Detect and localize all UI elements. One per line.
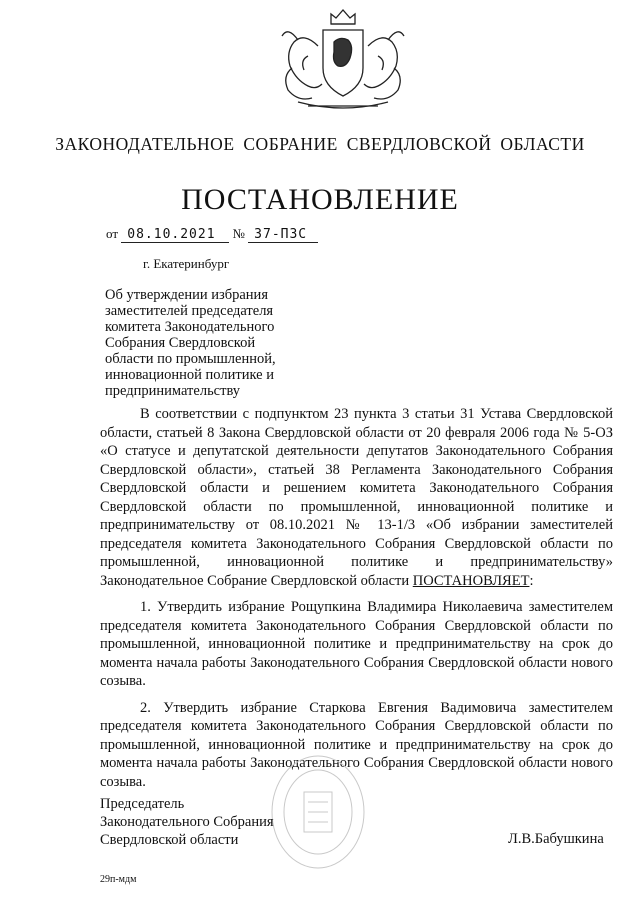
preamble-paragraph [100,405,613,590]
position-line-2: Законодательного Собрания [100,814,274,830]
footer-code: 29п-мдм [100,874,137,885]
decree-suffix: : [529,572,534,589]
item-1: 1. Утвердить избрание Рощупкина Владимира Николаевича заместителем председателя комитета Законодательного Собрания Свердловской области по промышленной, инновационной политике и предпринимательству на срок до момента начала работы Законодательного Собрания Свердловской области нового созыва. [100,599,613,689]
date-number-line [106,226,318,243]
document-subject: Об утверждении избрания заместителей председателя комитета Законодательного Собрания Свердловской области по промышленной, инновационной политике и предпринимательству [105,287,276,399]
position-line-3: Свердловской области [100,832,239,848]
signatory-position [100,795,274,849]
official-seal-stamp [268,752,368,872]
signatory-name: Л.В.Бабушкина [508,831,604,847]
document-number: 37-ПЗС [248,227,318,243]
document-body [100,405,613,791]
item-2: 2. Утвердить избрание Старкова Евгения Вадимовича заместителем председателя комитета Законодательного Собрания Свердловской области по промышленной, инновационной политике и предпринимательству на срок до момента начала работы Законодательного Собрания Свердловской области нового созыва. [100,699,613,790]
date-prefix: от [106,226,119,241]
coat-of-arms-emblem [268,6,418,114]
document-type-title: ПОСТАНОВЛЕНИЕ [181,183,459,216]
document-date: 08.10.2021 [121,227,229,243]
position-line-1: Председатель [100,796,185,812]
city: г. Екатеринбург [143,256,230,271]
preamble-text: В соответствии с подпунктом 23 пункта 3 статьи 31 Устава Свердловской области, статьей 8 Закона Свердловской области от 20 февраля 2006 года № 5-ОЗ «О статусе и депутатской деятельности депутатов Законодательного Собрания Свердловской области», статьей 38 Регламента Законодательного Собрания Свердловской области и решением комитета Законодательного Собрания Свердловской области по промышленной, инновационной политике и предпринимательству от 08.10.2021 № 13-1/3 «Об избрании заместителей председателя комитета Законодательного Собрания Свердловской области по промышленной, инновационной политике и предпринимательству» Законодательное Собрание Свердловской области [100,406,613,589]
number-prefix: № [232,226,245,241]
decree-word: ПОСТАНОВЛЯЕТ [412,572,530,589]
organization-name: ЗАКОНОДАТЕЛЬНОЕ СОБРАНИЕ СВЕРДЛОВСКОЙ ОБЛАСТИ [55,134,585,154]
